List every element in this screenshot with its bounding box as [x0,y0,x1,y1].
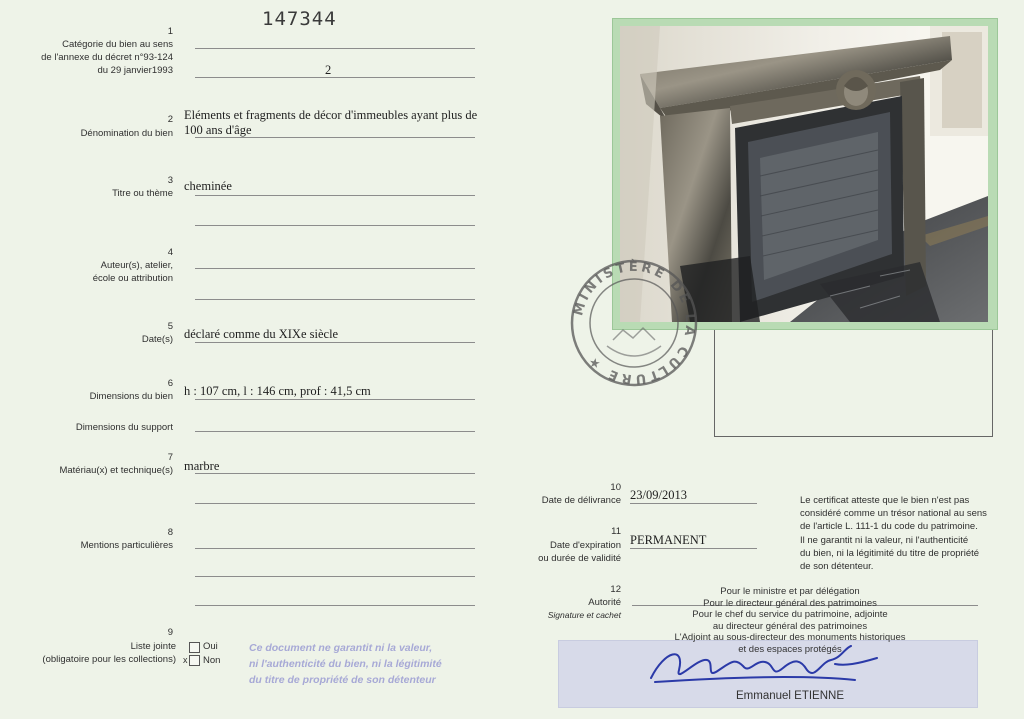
field-7-number: 7 [167,452,173,463]
field-8-line-2 [195,576,475,577]
field-1-label: Catégorie du bien au sens de l'annexe du décret n°93-124 du 29 janvier1993 [41,39,173,76]
field-7-line-2 [195,503,475,504]
checkbox-oui[interactable] [189,642,200,653]
field-10-value: 23/09/2013 [630,488,687,502]
checkbox-non-label: Non [203,655,221,666]
field-6-number: 6 [167,378,173,389]
field-8-line-1 [195,548,475,549]
field-10-label: Date de délivrance [541,495,621,506]
checkbox-oui-label: Oui [203,641,218,652]
field-1-line-1 [195,48,475,49]
svg-text:MINISTÈRE DE LA CULTURE ★: MINISTÈRE DE LA CULTURE ★ [571,259,698,387]
signatory-name: Emmanuel ETIENNE [735,690,844,702]
field-12-number: 12 [610,584,621,595]
field-1-value: 2 [325,63,332,77]
support-dimensions-label: Dimensions du support [75,422,173,433]
field-3-line-2 [195,225,475,226]
photo-box-outline [714,328,993,437]
field-3-number: 3 [167,175,173,186]
checkbox-non[interactable] [189,655,200,666]
field-2-line [195,137,475,138]
field-11-number: 11 [611,526,621,537]
field-4-line-2 [195,299,475,300]
field-2-value-line-2: 100 ans d'âge [184,123,252,137]
field-3-line-1 [195,195,475,196]
field-7-value: marbre [184,459,220,473]
field-5-label: Date(s) [141,334,173,345]
field-4-line-1 [195,268,475,269]
serial-number: 147344 [262,8,337,30]
field-8-line-3 [195,605,475,606]
field-12-sublabel: Signature et cachet [547,610,621,620]
field-8-number: 8 [167,527,173,538]
stamp-seal-icon [567,256,701,390]
field-2-label: Dénomination du bien [80,128,173,139]
field-6-line [195,399,475,400]
field-6-label: Dimensions du bien [89,391,173,402]
field-10-line [630,503,757,504]
field-6-value: h : 107 cm, l : 146 cm, prof : 41,5 cm [184,384,371,398]
disclaimer: Ce document ne garantit ni la valeur, ni l'authenticité du bien, ni la légitimité du titre de propriété de son détenteur [249,642,442,686]
ministry-stamp [567,256,701,390]
field-2-number: 2 [167,114,173,125]
field-9-number: 9 [167,627,173,638]
field-5-number: 5 [167,321,173,332]
checkbox-non-x-mark: x [183,655,188,665]
field-9-label: Liste jointe (obligatoire pour les collections) [42,641,176,665]
field-2-value-line-1: Eléments et fragments de décor d'immeubles ayant plus de [184,108,478,122]
field-4-number: 4 [167,247,173,258]
field-7-label: Matériau(x) et technique(s) [59,465,173,476]
field-1-line-2 [195,77,475,78]
field-11-label: Date d'expiration ou durée de validité [538,540,621,564]
field-10-number: 10 [610,482,621,493]
field-4-label: Auteur(s), atelier, école ou attribution [92,260,173,284]
field-3-label: Titre ou thème [112,188,173,199]
authority-block: Pour le ministre et par délégation Pour le directeur général des patrimoines Pour le chef du service du patrimoine, adjointe au directeur général des patrimoines L'Adjoint au sous-directeur des monuments historiques et des espaces protégés [674,586,906,655]
field-11-value: PERMANENT [630,533,707,547]
field-5-value: déclaré comme du XIXe siècle [184,327,339,341]
field-7-line-1 [195,473,475,474]
field-12-label: Autorité [588,597,621,608]
field-1-number: 1 [167,26,173,37]
handwritten-signature [645,640,885,690]
field-3-value: cheminée [184,179,232,193]
field-11-line [630,548,757,549]
field-8-label: Mentions particulières [80,540,173,551]
certificate-note: Le certificat atteste que le bien n'est pas considéré comme un trésor national au sens de l'article L. 111-1 du code du patrimoine. Il ne garantit ni la valeur, ni l'authenticité du bien, ni la légitimité du titre de propriété de son détenteur. [800,495,987,573]
field-5-line [195,342,475,343]
support-dimensions-line [195,431,475,432]
